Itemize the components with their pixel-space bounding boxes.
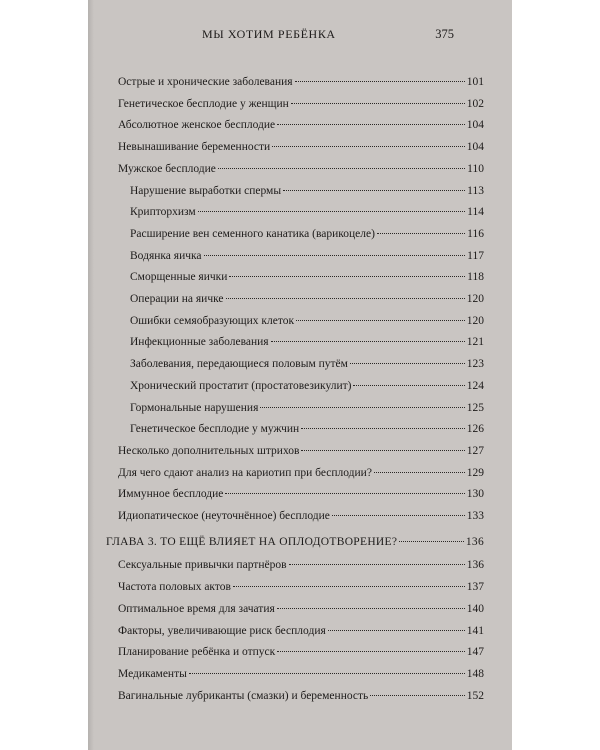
toc-entry: [130, 402, 484, 414]
toc-entry-page: 136: [466, 559, 484, 572]
toc-entry-page: 104: [466, 119, 484, 132]
toc-entry-title: Факторы, увеличивающие риск бесплодия: [118, 624, 326, 637]
table-of-contents: [88, 0, 512, 750]
toc-entry-title: Водянка яичка: [130, 249, 202, 262]
toc-entry-title: Вагинальные лубриканты (смазки) и беременность: [118, 689, 369, 702]
toc-entry-page: 152: [466, 689, 484, 702]
toc-entry: [118, 163, 484, 175]
dot-leader: [271, 341, 465, 342]
toc-entry: [130, 315, 484, 327]
toc-entry-title: Медикаменты: [118, 667, 187, 680]
page-edge-shadow: [88, 0, 94, 750]
dot-leader: [301, 450, 464, 451]
toc-entry-title: Оптимальное время для зачатия: [118, 602, 275, 615]
toc-entry: [118, 76, 484, 88]
dot-leader: [198, 211, 466, 212]
toc-entry-title: ГЛАВА 3. ТО ЕЩЁ ВЛИЯЕТ НА ОПЛОДОТВОРЕНИЕ?: [106, 535, 398, 548]
toc-entry-title: Абсолютное женское бесплодие: [118, 119, 276, 132]
toc-entry-page: 120: [466, 293, 484, 305]
toc-entry: [130, 206, 484, 218]
toc-entry: [118, 445, 484, 457]
toc-entry-page: 133: [466, 510, 484, 522]
toc-entry: [130, 250, 484, 262]
toc-entry-page: 125: [466, 401, 484, 414]
toc-entry: [130, 336, 484, 348]
toc-entry-page: 124: [466, 379, 484, 392]
toc-entry-page: 127: [466, 444, 484, 457]
toc-entry-page: 116: [467, 227, 484, 240]
toc-chapter: [106, 536, 484, 548]
dot-leader: [328, 630, 465, 631]
toc-entry-title: Операции на яичке: [130, 293, 224, 305]
toc-entry-title: Гормональные нарушения: [130, 401, 259, 414]
toc-entry: [118, 690, 484, 702]
toc-entry-page: 110: [467, 162, 484, 175]
dot-leader: [283, 190, 465, 191]
toc-entry-page: 101: [466, 76, 484, 88]
toc-entry-page: 137: [466, 581, 484, 594]
toc-entry: [118, 510, 484, 522]
toc-entry-page: 102: [466, 97, 484, 110]
toc-entry: [118, 668, 484, 680]
toc-entry-page: 147: [466, 646, 484, 659]
toc-entry-title: Иммунное бесплодие: [118, 488, 224, 501]
dot-leader: [377, 233, 465, 234]
toc-entry-page: 117: [467, 249, 484, 262]
toc-entry-title: Планирование ребёнка и отпуск: [118, 646, 276, 659]
toc-entry-page: 118: [467, 271, 484, 284]
dot-leader: [225, 493, 464, 494]
dot-leader: [226, 298, 465, 299]
toc-entry-title: Сморщенные яички: [130, 271, 228, 284]
dot-leader: [295, 81, 465, 82]
toc-entry: [130, 358, 484, 370]
running-title: МЫ ХОТИМ РЕБЁНКА: [202, 27, 336, 41]
dot-leader: [272, 146, 465, 147]
toc-entry-page: 130: [466, 488, 484, 501]
dot-leader: [370, 695, 464, 696]
toc-entry-title: Невынашивание беременности: [118, 141, 271, 154]
dot-leader: [233, 586, 465, 587]
toc-entry-title: Расширение вен семенного канатика (варикоцеле): [130, 227, 375, 240]
dot-leader: [277, 124, 465, 125]
dot-leader: [291, 103, 465, 104]
toc-entry: [118, 98, 484, 110]
toc-entry-title: Сексуальные привычки партнёров: [118, 559, 287, 572]
toc-entry: [130, 380, 484, 392]
toc-entry: [130, 185, 484, 197]
toc-entry-title: Мужское бесплодие: [118, 162, 216, 175]
dot-leader: [399, 541, 464, 542]
dot-leader: [218, 168, 465, 169]
toc-entry: [118, 141, 484, 153]
toc-entry-page: 140: [466, 602, 484, 615]
toc-entry-title: Заболевания, передающиеся половым путём: [130, 358, 348, 371]
page-number: 375: [435, 27, 454, 41]
dot-leader: [332, 515, 465, 516]
dot-leader: [301, 428, 465, 429]
toc-entry-title: Несколько дополнительных штрихов: [118, 444, 300, 457]
dot-leader: [289, 564, 465, 565]
toc-entry: [118, 559, 484, 571]
toc-entry-title: Идиопатическое (неуточнённое) бесплодие: [118, 510, 330, 522]
dot-leader: [353, 385, 464, 386]
toc-entry-page: 104: [466, 141, 484, 154]
toc-entry: [130, 228, 484, 240]
dot-leader: [189, 673, 465, 674]
dot-leader: [350, 363, 465, 364]
dot-leader: [204, 255, 466, 256]
dot-leader: [277, 608, 465, 609]
toc-entry-title: Острые и хронические заболевания: [118, 76, 293, 88]
dot-leader: [277, 651, 465, 652]
toc-entry-title: Инфекционные заболевания: [130, 336, 269, 349]
toc-entry-page: 126: [466, 423, 484, 436]
toc-entry-title: Нарушение выработки спермы: [130, 184, 282, 197]
toc-entry: [130, 423, 484, 435]
book-page: [88, 0, 512, 750]
dot-leader: [229, 276, 465, 277]
toc-entry: [130, 271, 484, 283]
dot-leader: [260, 407, 464, 408]
toc-entry: [118, 467, 484, 479]
toc-entry-title: Ошибки семяобразующих клеток: [130, 314, 295, 327]
toc-entry: [118, 119, 484, 131]
toc-entry-page: 113: [467, 184, 484, 197]
toc-entry-title: Частота половых актов: [118, 581, 231, 594]
toc-entry-page: 136: [465, 535, 484, 548]
toc-entry-title: Генетическое бесплодие у мужчин: [130, 423, 300, 436]
toc-entry-title: Хронический простатит (простатовезикулит): [130, 379, 352, 392]
toc-entry-title: Для чего сдают анализ на кариотип при бесплодии?: [118, 466, 372, 479]
toc-entry-page: 121: [466, 336, 484, 349]
toc-entry-page: 129: [466, 466, 484, 479]
toc-entry-title: Крипторхизм: [130, 206, 196, 219]
toc-entry-page: 123: [466, 358, 484, 371]
toc-entry-page: 114: [467, 206, 484, 219]
toc-entry: [118, 625, 484, 637]
toc-entry: [118, 646, 484, 658]
toc-entry-title: Генетическое бесплодие у женщин: [118, 97, 289, 110]
toc-entry-page: 148: [466, 667, 484, 680]
toc-entry: [130, 293, 484, 305]
toc-entry: [118, 581, 484, 593]
toc-entry-page: 120: [466, 314, 484, 327]
dot-leader: [374, 472, 465, 473]
toc-entry: [118, 488, 484, 500]
toc-entry: [118, 603, 484, 615]
dot-leader: [296, 320, 465, 321]
toc-entry-page: 141: [466, 624, 484, 637]
